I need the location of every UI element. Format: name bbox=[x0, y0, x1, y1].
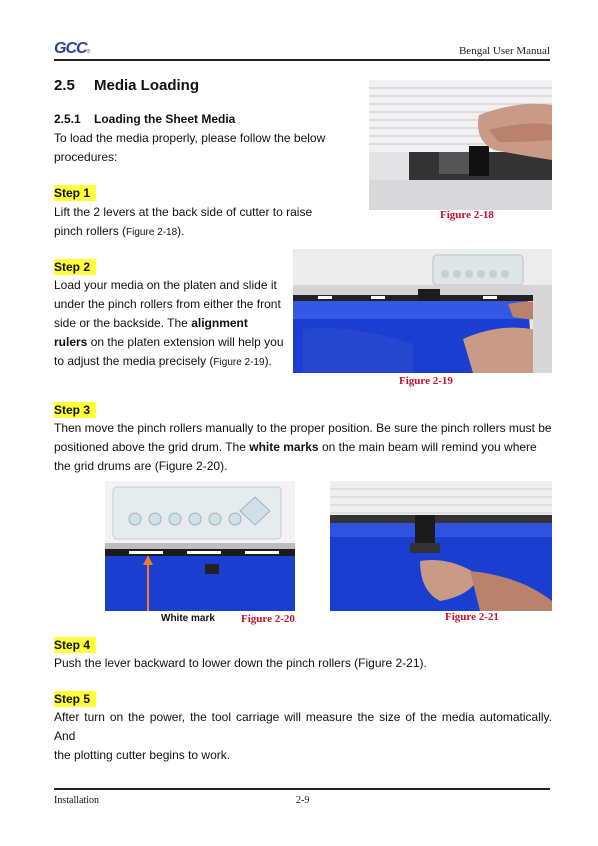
figure-2-19-caption: Figure 2-19 bbox=[399, 375, 453, 387]
step-1-text: Lift the 2 levers at the back side of cutter to raise pinch rollers (Figure 2-18). bbox=[54, 205, 313, 238]
step-3-text: Then move the pinch rollers manually to the proper position. Be sure the pinch rollers must be positioned above the grid drum. The white marks on the main beam will remind you where the grid drums are (Figure 2-20). bbox=[54, 421, 552, 473]
footer-rule bbox=[54, 788, 550, 790]
section-heading: 2.5 Media Loading bbox=[54, 77, 199, 94]
gcc-logo: GCC® bbox=[54, 40, 91, 57]
figure-2-21-photo bbox=[330, 481, 552, 611]
figure-2-21-caption: Figure 2-21 bbox=[445, 611, 499, 623]
intro-text: To load the media properly, please follow the below procedures: bbox=[54, 131, 326, 164]
figure-2-20-photo bbox=[105, 481, 295, 611]
figure-2-18-photo bbox=[369, 80, 552, 210]
step-4-text: Push the lever backward to lower down the pinch rollers (Figure 2-21). bbox=[54, 656, 427, 670]
header-rule bbox=[54, 59, 550, 61]
figure-2-19-photo bbox=[293, 249, 552, 373]
step-2-text: Load your media on the platen and slide it under the pinch rollers from either the front side or the backside. The alignment rulers on the platen extension will help you to adjust the media precisely (Figure 2-19). bbox=[54, 278, 284, 368]
subsection-heading: 2.5.1 Loading the Sheet Media bbox=[54, 112, 236, 126]
step-5-text: After turn on the power, the tool carriage will measure the size of the media automatically. And the plotting cutter begins to work. bbox=[54, 710, 552, 762]
page-number: 2-9 bbox=[296, 795, 310, 806]
white-mark-label: White mark bbox=[161, 613, 215, 624]
step-1-label: Step 1 bbox=[54, 185, 96, 201]
step-4-label: Step 4 bbox=[54, 637, 96, 653]
step-5-label: Step 5 bbox=[54, 691, 96, 707]
document-title: Bengal User Manual bbox=[458, 45, 550, 57]
step-3-label: Step 3 bbox=[54, 402, 96, 418]
footer-section: Installation bbox=[54, 795, 99, 806]
step-2-label: Step 2 bbox=[54, 259, 96, 275]
figure-2-20-caption: Figure 2-20 bbox=[241, 613, 295, 625]
figure-2-18-caption: Figure 2-18 bbox=[440, 209, 494, 221]
